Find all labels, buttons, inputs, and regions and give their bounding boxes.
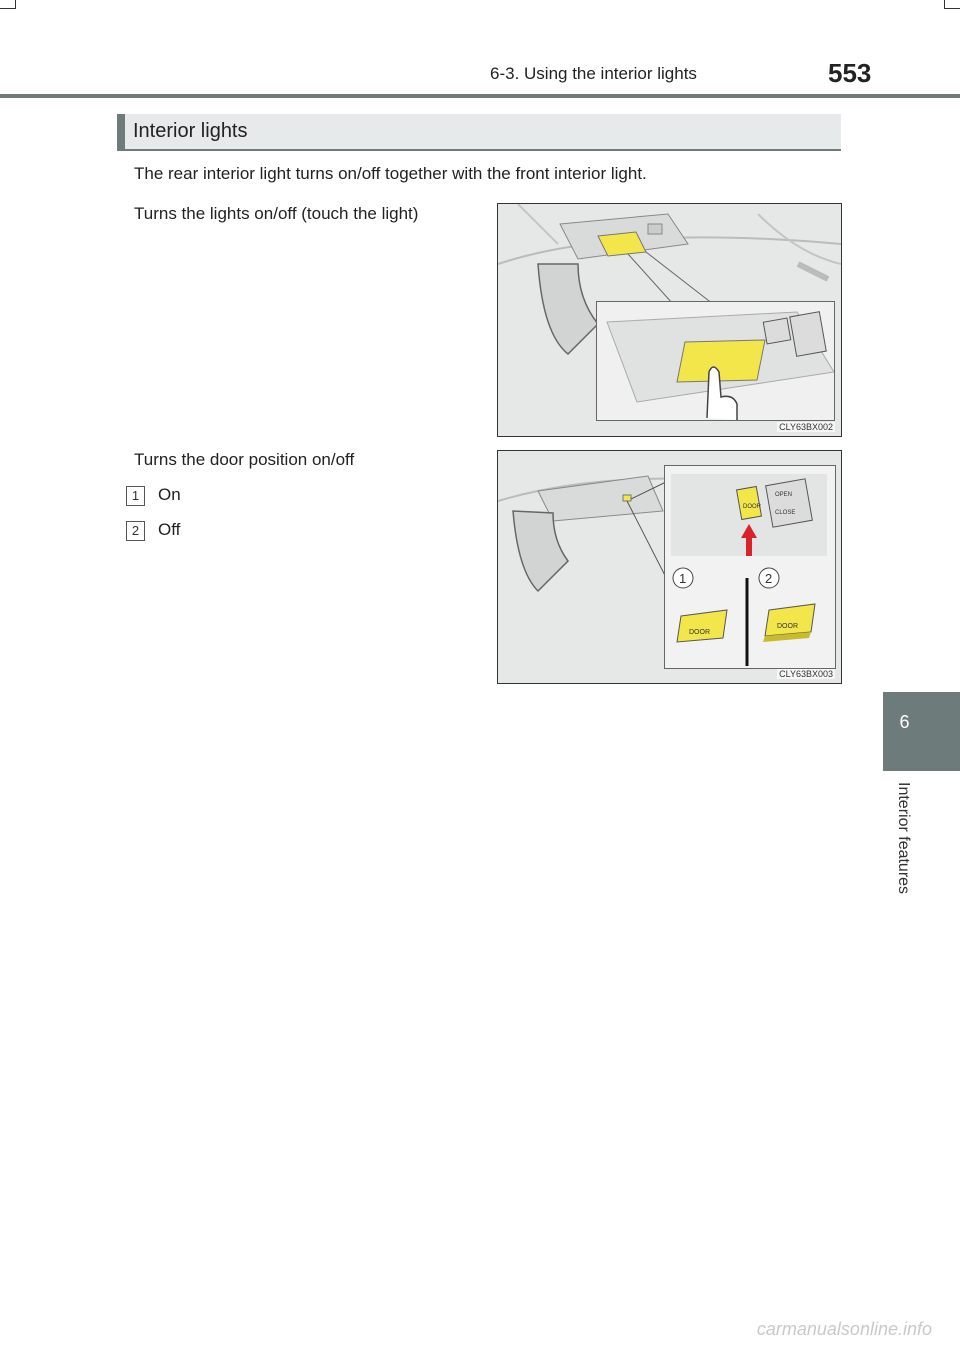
door-button-on-label: DOOR (689, 629, 710, 636)
close-label: CLOSE (775, 510, 796, 516)
figure-code: CLY63BX002 (779, 422, 833, 432)
chapter-label: Interior features (895, 782, 912, 895)
crop-mark-top-right-h (944, 8, 960, 9)
step-1-text: Turns the lights on/off (touch the light) (134, 204, 419, 223)
option-1-label: On (158, 485, 181, 504)
crop-mark-top-left-h (0, 8, 16, 9)
figure-label-2: 2 (765, 571, 773, 586)
figure-code: CLY63BX003 (779, 669, 833, 679)
section-heading-accent (117, 114, 125, 150)
option-2-label: Off (158, 520, 181, 539)
door-label-small: DOOR (743, 504, 761, 510)
intro-paragraph: The rear interior light turns on/off together with the front interior light. (134, 164, 647, 183)
touch-light-illustration (597, 302, 834, 420)
header-rule (0, 94, 960, 98)
figure-inset-zoom (596, 301, 835, 421)
door-button-off-label: DOOR (777, 623, 798, 630)
step-2-text: Turns the door position on/off (134, 450, 355, 469)
door-switch-inset (664, 465, 836, 669)
page-number: 553 (828, 58, 872, 88)
chapter-number: 6 (899, 712, 910, 732)
section-heading-underline (117, 149, 841, 151)
crop-mark-top-left (15, 0, 16, 8)
crop-mark-top-right (944, 0, 945, 8)
section-title: Interior lights (133, 120, 248, 142)
figure-label-1: 1 (679, 571, 687, 586)
watermark: carmanualsonline.info (756, 1319, 932, 1339)
door-switch-detail (665, 466, 835, 668)
option-2-badge: 2 (126, 521, 145, 541)
open-label: OPEN (775, 492, 793, 498)
option-1-badge: 1 (126, 486, 145, 506)
figure-front-interior-light (497, 203, 842, 437)
running-header: 6-3. Using the interior lights (490, 64, 697, 83)
figure-door-position-switch (497, 450, 842, 684)
